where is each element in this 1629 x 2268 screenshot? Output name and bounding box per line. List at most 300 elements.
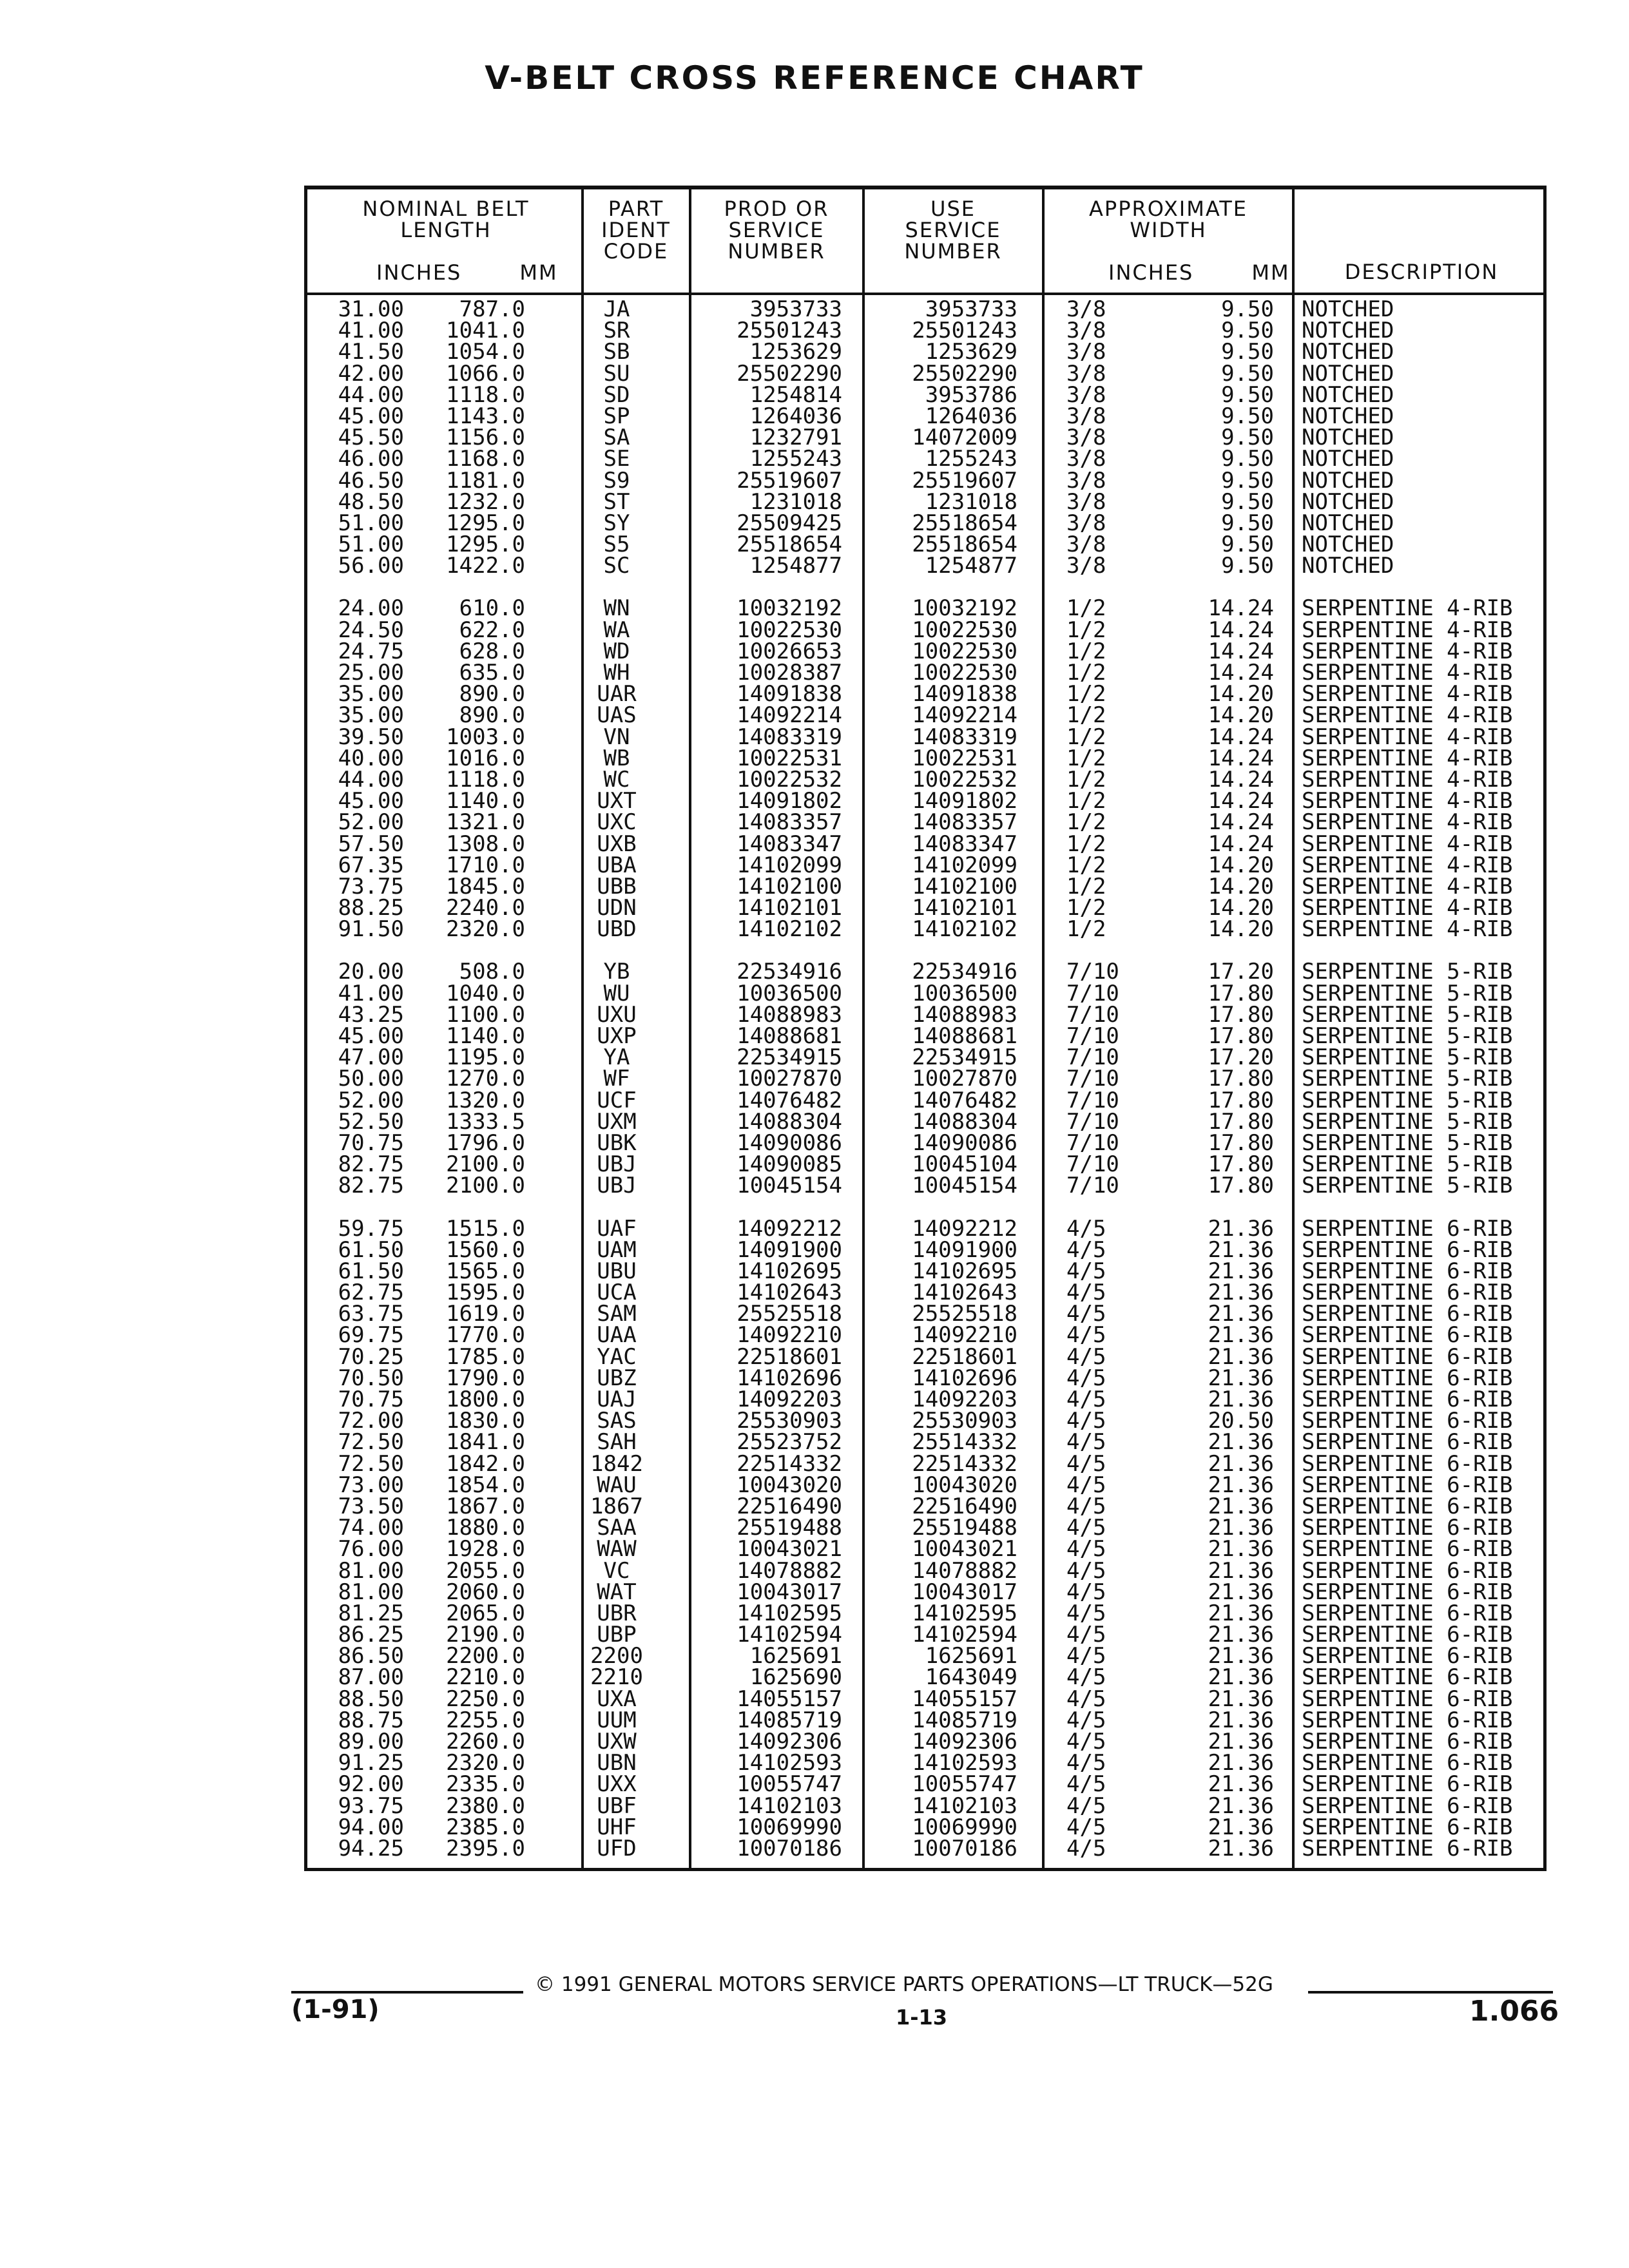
cell-prod-number: 10069990 xyxy=(737,1814,842,1840)
cell-prod-number: 14092306 xyxy=(737,1729,842,1754)
cell-part-code: UHF xyxy=(597,1814,637,1840)
table-row xyxy=(307,595,1543,622)
cell-width-mm: 21.36 xyxy=(1208,1600,1274,1626)
cell-prod-number: 14083357 xyxy=(737,809,842,836)
cell-width-mm: 21.36 xyxy=(1208,1579,1274,1605)
cell-length-mm: 2320.0 xyxy=(446,1750,525,1776)
cell-width-inches: 3/8 xyxy=(1066,339,1106,365)
table-row xyxy=(307,702,1543,729)
cell-length-mm: 1800.0 xyxy=(446,1387,525,1412)
cell-length-mm: 1830.0 xyxy=(446,1408,525,1434)
cell-width-inches: 7/10 xyxy=(1066,1151,1119,1178)
cell-length-mm: 1867.0 xyxy=(446,1493,525,1519)
cell-width-inches: 4/5 xyxy=(1066,1215,1106,1242)
cell-use-number: 14102101 xyxy=(912,895,1017,921)
cell-use-number: 14091802 xyxy=(912,788,1017,814)
cell-width-mm: 21.36 xyxy=(1208,1301,1274,1327)
cell-description: NOTCHED xyxy=(1302,553,1394,579)
cell-prod-number: 10043020 xyxy=(737,1472,842,1498)
cell-prod-number: 25501243 xyxy=(737,318,842,344)
cell-use-number: 10022531 xyxy=(912,745,1017,771)
cell-prod-number: 25525518 xyxy=(737,1301,842,1327)
cell-part-code: SD xyxy=(603,381,630,408)
cell-part-code: SB xyxy=(603,339,630,365)
cell-length-inches: 81.00 xyxy=(338,1579,404,1605)
cell-part-code: UAS xyxy=(597,702,637,729)
cell-part-code: SE xyxy=(603,446,630,472)
cell-description: SERPENTINE 5-RIB xyxy=(1302,959,1513,985)
cell-description: SERPENTINE 6-RIB xyxy=(1302,1814,1513,1840)
cell-use-number: 14092212 xyxy=(912,1215,1017,1242)
table-row xyxy=(307,488,1543,515)
cell-length-mm: 1040.0 xyxy=(446,980,525,1006)
cell-width-inches: 4/5 xyxy=(1066,1493,1106,1519)
cell-length-inches: 52.50 xyxy=(338,1108,404,1135)
cell-width-inches: 1/2 xyxy=(1066,745,1106,771)
cell-length-mm: 1295.0 xyxy=(446,510,525,536)
cell-part-code: WD xyxy=(603,638,630,664)
cell-part-code: UXA xyxy=(597,1686,637,1712)
table-row xyxy=(307,341,1543,363)
cell-width-mm: 21.36 xyxy=(1208,1472,1274,1498)
cell-use-number: 14083347 xyxy=(912,831,1017,857)
cell-description: SERPENTINE 6-RIB xyxy=(1302,1301,1513,1327)
table-row xyxy=(307,1429,1543,1456)
header-nominal-length xyxy=(327,198,565,305)
cell-description: SERPENTINE 4-RIB xyxy=(1302,831,1513,857)
cell-part-code: SY xyxy=(603,510,630,536)
cell-use-number: 1231018 xyxy=(925,488,1017,515)
cell-width-mm: 14.24 xyxy=(1208,638,1274,664)
cell-length-inches: 89.00 xyxy=(338,1729,404,1754)
cell-description: SERPENTINE 6-RIB xyxy=(1302,1600,1513,1626)
cell-length-mm: 1295.0 xyxy=(446,532,525,558)
cell-width-inches: 7/10 xyxy=(1066,1023,1119,1049)
cell-width-inches: 3/8 xyxy=(1066,318,1106,344)
header-use-label: USE SERVICE NUMBER xyxy=(904,197,1002,264)
table-row xyxy=(307,1173,1543,1199)
cell-use-number: 14092214 xyxy=(912,702,1017,729)
header-mm: MM xyxy=(519,260,558,285)
cell-part-code: WC xyxy=(603,766,630,793)
cell-width-mm: 21.36 xyxy=(1208,1280,1274,1306)
table-row xyxy=(307,1814,1543,1840)
cell-use-number: 14072009 xyxy=(912,425,1017,451)
cell-description: NOTCHED xyxy=(1302,446,1394,472)
cell-width-mm: 21.36 xyxy=(1208,1515,1274,1541)
cell-prod-number: 25530903 xyxy=(737,1408,842,1434)
table-row xyxy=(307,1664,1543,1691)
cell-length-inches: 70.75 xyxy=(338,1387,404,1412)
cell-length-inches: 31.00 xyxy=(338,296,404,322)
table-row xyxy=(307,617,1543,643)
cell-description: SERPENTINE 6-RIB xyxy=(1302,1771,1513,1798)
cell-part-code: UBB xyxy=(597,873,637,899)
cell-length-inches: 70.50 xyxy=(338,1365,404,1391)
cell-width-mm: 14.24 xyxy=(1208,831,1274,857)
cell-use-number: 10045154 xyxy=(912,1173,1017,1199)
cell-use-number: 3953733 xyxy=(925,296,1017,322)
cell-part-code: UAJ xyxy=(597,1387,637,1412)
cell-width-mm: 21.36 xyxy=(1208,1792,1274,1819)
cell-length-mm: 1770.0 xyxy=(446,1322,525,1349)
cell-length-inches: 39.50 xyxy=(338,724,404,750)
cell-length-inches: 70.75 xyxy=(338,1129,404,1156)
cell-prod-number: 14092212 xyxy=(737,1215,842,1242)
cell-description: SERPENTINE 5-RIB xyxy=(1302,1151,1513,1178)
cell-description: SERPENTINE 4-RIB xyxy=(1302,660,1513,686)
cell-length-mm: 2055.0 xyxy=(446,1557,525,1584)
header-prod-number xyxy=(692,198,861,262)
cell-length-mm: 1156.0 xyxy=(446,425,525,451)
cell-width-mm: 9.50 xyxy=(1221,553,1274,579)
cell-description: SERPENTINE 6-RIB xyxy=(1302,1536,1513,1562)
cell-width-mm: 21.36 xyxy=(1208,1643,1274,1669)
cell-description: NOTCHED xyxy=(1302,425,1394,451)
cell-description: SERPENTINE 6-RIB xyxy=(1302,1664,1513,1691)
cell-description: SERPENTINE 6-RIB xyxy=(1302,1322,1513,1349)
cell-length-mm: 2065.0 xyxy=(446,1600,525,1626)
cell-prod-number: 10022531 xyxy=(737,745,842,771)
cell-prod-number: 14102594 xyxy=(737,1622,842,1648)
cell-part-code: ST xyxy=(603,488,630,515)
cell-description: SERPENTINE 4-RIB xyxy=(1302,745,1513,771)
cell-width-mm: 14.24 xyxy=(1208,766,1274,793)
cell-length-mm: 2060.0 xyxy=(446,1579,525,1605)
cell-length-mm: 1003.0 xyxy=(446,724,525,750)
cell-width-inches: 1/2 xyxy=(1066,916,1106,943)
cell-length-mm: 628.0 xyxy=(459,638,525,664)
cell-width-inches: 7/10 xyxy=(1066,959,1119,985)
cell-description: SERPENTINE 5-RIB xyxy=(1302,1001,1513,1028)
cell-length-mm: 2335.0 xyxy=(446,1771,525,1798)
table-row xyxy=(307,1322,1543,1349)
cell-length-inches: 45.00 xyxy=(338,403,404,429)
cell-prod-number: 1231018 xyxy=(749,488,842,515)
cell-part-code: UBJ xyxy=(597,1173,637,1199)
cell-use-number: 14102100 xyxy=(912,873,1017,899)
cell-length-inches: 87.00 xyxy=(338,1664,404,1691)
cell-length-mm: 1143.0 xyxy=(446,403,525,429)
cell-description: SERPENTINE 5-RIB xyxy=(1302,1066,1513,1092)
table-row xyxy=(307,852,1543,878)
cell-description: SERPENTINE 6-RIB xyxy=(1302,1515,1513,1541)
table-row xyxy=(307,1557,1543,1584)
cell-prod-number: 14085719 xyxy=(737,1707,842,1733)
cell-length-mm: 635.0 xyxy=(459,660,525,686)
cell-description: NOTCHED xyxy=(1302,360,1394,387)
cell-part-code: SAM xyxy=(597,1301,637,1327)
cell-length-inches: 61.50 xyxy=(338,1236,404,1263)
cell-length-inches: 67.35 xyxy=(338,852,404,878)
cell-length-mm: 1515.0 xyxy=(446,1215,525,1242)
cell-width-inches: 1/2 xyxy=(1066,681,1106,707)
cell-length-inches: 86.25 xyxy=(338,1622,404,1648)
cell-use-number: 10069990 xyxy=(912,1814,1017,1840)
cell-use-number: 25518654 xyxy=(912,510,1017,536)
cell-length-inches: 41.00 xyxy=(338,318,404,344)
cell-length-mm: 890.0 xyxy=(459,702,525,729)
cell-length-mm: 1270.0 xyxy=(446,1066,525,1092)
cell-width-mm: 14.20 xyxy=(1208,895,1274,921)
cell-width-inches: 4/5 xyxy=(1066,1771,1106,1798)
cell-width-inches: 4/5 xyxy=(1066,1258,1106,1284)
cell-width-mm: 9.50 xyxy=(1221,488,1274,515)
cell-use-number: 10022530 xyxy=(912,617,1017,643)
cell-width-mm: 14.24 xyxy=(1208,809,1274,836)
cell-length-inches: 81.00 xyxy=(338,1557,404,1584)
cell-length-inches: 50.00 xyxy=(338,1066,404,1092)
cell-part-code: SP xyxy=(603,403,630,429)
cell-width-mm: 9.50 xyxy=(1221,425,1274,451)
cell-prod-number: 10045154 xyxy=(737,1173,842,1199)
cell-description: SERPENTINE 6-RIB xyxy=(1302,1408,1513,1434)
cell-part-code: WH xyxy=(603,660,630,686)
cell-prod-number: 25519488 xyxy=(737,1515,842,1541)
cell-description: SERPENTINE 6-RIB xyxy=(1302,1579,1513,1605)
cell-length-inches: 48.50 xyxy=(338,488,404,515)
table-row xyxy=(307,1579,1543,1605)
cell-width-mm: 17.80 xyxy=(1208,1173,1274,1199)
cell-width-inches: 4/5 xyxy=(1066,1343,1106,1370)
header-width-inches: INCHES xyxy=(1108,260,1194,285)
cell-description: SERPENTINE 4-RIB xyxy=(1302,766,1513,793)
cell-part-code: SR xyxy=(603,318,630,344)
cell-prod-number: 14102102 xyxy=(737,916,842,943)
cell-part-code: UBA xyxy=(597,852,637,878)
cell-width-inches: 4/5 xyxy=(1066,1450,1106,1477)
cell-part-code: UXP xyxy=(597,1023,637,1049)
cell-length-inches: 42.00 xyxy=(338,360,404,387)
cell-use-number: 10022530 xyxy=(912,638,1017,664)
cell-width-inches: 7/10 xyxy=(1066,980,1119,1006)
cell-use-number: 22518601 xyxy=(912,1343,1017,1370)
cell-description: SERPENTINE 4-RIB xyxy=(1302,788,1513,814)
cell-part-code: UXU xyxy=(597,1001,637,1028)
row-group xyxy=(307,595,1543,943)
cell-prod-number: 22516490 xyxy=(737,1493,842,1519)
cell-width-mm: 17.80 xyxy=(1208,1066,1274,1092)
cell-width-inches: 1/2 xyxy=(1066,702,1106,729)
table-row xyxy=(307,448,1543,470)
cell-length-inches: 25.00 xyxy=(338,660,404,686)
cell-width-mm: 9.50 xyxy=(1221,296,1274,322)
cell-width-inches: 4/5 xyxy=(1066,1236,1106,1263)
cell-use-number: 25501243 xyxy=(912,318,1017,344)
cell-length-mm: 2200.0 xyxy=(446,1643,525,1669)
cell-length-inches: 24.00 xyxy=(338,595,404,622)
cell-description: SERPENTINE 6-RIB xyxy=(1302,1429,1513,1456)
cell-part-code: UUM xyxy=(597,1707,637,1733)
cell-width-inches: 4/5 xyxy=(1066,1408,1106,1434)
cell-width-mm: 21.36 xyxy=(1208,1493,1274,1519)
footer-rule-left xyxy=(291,1991,523,1994)
cell-length-inches: 91.25 xyxy=(338,1750,404,1776)
cell-use-number: 14055157 xyxy=(912,1686,1017,1712)
cell-width-inches: 7/10 xyxy=(1066,1044,1119,1071)
cell-description: SERPENTINE 4-RIB xyxy=(1302,724,1513,750)
cell-prod-number: 10026653 xyxy=(737,638,842,664)
cell-length-inches: 88.50 xyxy=(338,1686,404,1712)
cell-part-code: SAH xyxy=(597,1429,637,1456)
cell-length-mm: 1232.0 xyxy=(446,488,525,515)
cell-part-code: SAS xyxy=(597,1408,637,1434)
cell-length-inches: 59.75 xyxy=(338,1215,404,1242)
cell-length-inches: 92.00 xyxy=(338,1771,404,1798)
table-row xyxy=(307,467,1543,494)
cell-width-inches: 4/5 xyxy=(1066,1557,1106,1584)
cell-width-inches: 4/5 xyxy=(1066,1472,1106,1498)
cell-use-number: 10032192 xyxy=(912,595,1017,622)
cell-length-inches: 43.25 xyxy=(338,1001,404,1028)
cell-width-mm: 21.36 xyxy=(1208,1729,1274,1754)
cell-prod-number: 14083319 xyxy=(737,724,842,750)
cell-length-inches: 93.75 xyxy=(338,1792,404,1819)
cell-width-inches: 3/8 xyxy=(1066,510,1106,536)
cell-prod-number: 3953733 xyxy=(749,296,842,322)
header-approx-label: APPROXIMATE WIDTH xyxy=(1089,197,1248,242)
cell-description: SERPENTINE 4-RIB xyxy=(1302,638,1513,664)
cell-part-code: UBN xyxy=(597,1750,637,1776)
cell-part-code: WN xyxy=(603,595,630,622)
cell-part-code: UBZ xyxy=(597,1365,637,1391)
table-row xyxy=(307,809,1543,836)
cell-width-inches: 3/8 xyxy=(1066,403,1106,429)
cell-length-mm: 1320.0 xyxy=(446,1087,525,1113)
cell-prod-number: 22534915 xyxy=(737,1044,842,1071)
cell-width-mm: 9.50 xyxy=(1221,381,1274,408)
cell-width-inches: 4/5 xyxy=(1066,1664,1106,1691)
cell-width-mm: 20.50 xyxy=(1208,1408,1274,1434)
cell-use-number: 3953786 xyxy=(925,381,1017,408)
cell-description: SERPENTINE 4-RIB xyxy=(1302,681,1513,707)
cell-width-inches: 4/5 xyxy=(1066,1301,1106,1327)
table-row xyxy=(307,1835,1543,1861)
cell-width-mm: 21.36 xyxy=(1208,1750,1274,1776)
cell-prod-number: 14091838 xyxy=(737,681,842,707)
table-row xyxy=(307,980,1543,1006)
cell-width-mm: 17.80 xyxy=(1208,1001,1274,1028)
cell-width-inches: 4/5 xyxy=(1066,1387,1106,1412)
cell-description: SERPENTINE 4-RIB xyxy=(1302,895,1513,921)
cell-width-inches: 1/2 xyxy=(1066,895,1106,921)
cell-width-mm: 17.80 xyxy=(1208,1023,1274,1049)
cell-width-mm: 21.36 xyxy=(1208,1686,1274,1712)
cell-prod-number: 10022530 xyxy=(737,617,842,643)
cell-use-number: 14102696 xyxy=(912,1365,1017,1391)
cell-length-mm: 1796.0 xyxy=(446,1129,525,1156)
cell-description: SERPENTINE 6-RIB xyxy=(1302,1472,1513,1498)
cell-use-number: 14088681 xyxy=(912,1023,1017,1049)
cell-width-mm: 21.36 xyxy=(1208,1814,1274,1840)
cell-length-inches: 57.50 xyxy=(338,831,404,857)
cell-description: SERPENTINE 6-RIB xyxy=(1302,1387,1513,1412)
cell-width-mm: 21.36 xyxy=(1208,1771,1274,1798)
cell-description: SERPENTINE 4-RIB xyxy=(1302,852,1513,878)
cell-width-mm: 17.80 xyxy=(1208,1151,1274,1178)
table-row xyxy=(307,961,1543,983)
table-row xyxy=(307,724,1543,750)
cell-width-inches: 3/8 xyxy=(1066,446,1106,472)
cell-part-code: UBJ xyxy=(597,1151,637,1178)
cell-use-number: 10070186 xyxy=(912,1835,1017,1861)
cell-width-inches: 4/5 xyxy=(1066,1729,1106,1754)
table-row xyxy=(307,1771,1543,1798)
cell-description: SERPENTINE 6-RIB xyxy=(1302,1365,1513,1391)
cross-reference-table xyxy=(304,186,1547,1871)
cell-length-mm: 2100.0 xyxy=(446,1151,525,1178)
cell-width-inches: 3/8 xyxy=(1066,381,1106,408)
cell-prod-number: 25518654 xyxy=(737,532,842,558)
cell-width-inches: 3/8 xyxy=(1066,296,1106,322)
cell-description: NOTCHED xyxy=(1302,381,1394,408)
cell-length-inches: 82.75 xyxy=(338,1151,404,1178)
header-prod-label: PROD OR SERVICE NUMBER xyxy=(724,197,829,264)
cell-part-code: 1842 xyxy=(590,1450,643,1477)
cell-prod-number: 14078882 xyxy=(737,1557,842,1584)
cell-part-code: 2200 xyxy=(590,1643,643,1669)
cell-width-mm: 21.36 xyxy=(1208,1664,1274,1691)
cell-length-inches: 56.00 xyxy=(338,553,404,579)
cell-description: SERPENTINE 5-RIB xyxy=(1302,1087,1513,1113)
cell-length-mm: 890.0 xyxy=(459,681,525,707)
table-row xyxy=(307,916,1543,943)
cell-length-inches: 52.00 xyxy=(338,809,404,836)
cell-length-mm: 2395.0 xyxy=(446,1835,525,1861)
cell-width-mm: 21.36 xyxy=(1208,1429,1274,1456)
cell-part-code: UXB xyxy=(597,831,637,857)
cell-width-inches: 3/8 xyxy=(1066,553,1106,579)
cell-width-inches: 1/2 xyxy=(1066,788,1106,814)
cell-part-code: YAC xyxy=(597,1343,637,1370)
cell-prod-number: 14102100 xyxy=(737,873,842,899)
cell-prod-number: 14092203 xyxy=(737,1387,842,1412)
cell-description: SERPENTINE 6-RIB xyxy=(1302,1835,1513,1861)
cell-length-mm: 1785.0 xyxy=(446,1343,525,1370)
cell-part-code: YA xyxy=(603,1044,630,1071)
cell-width-inches: 7/10 xyxy=(1066,1129,1119,1156)
cell-use-number: 14083319 xyxy=(912,724,1017,750)
cell-description: SERPENTINE 6-RIB xyxy=(1302,1792,1513,1819)
cell-length-inches: 45.00 xyxy=(338,788,404,814)
cell-length-mm: 1118.0 xyxy=(446,766,525,793)
cell-length-inches: 94.25 xyxy=(338,1835,404,1861)
cell-description: NOTCHED xyxy=(1302,318,1394,344)
cell-part-code: UXW xyxy=(597,1729,637,1754)
cell-description: SERPENTINE 4-RIB xyxy=(1302,916,1513,943)
cell-prod-number: 10036500 xyxy=(737,980,842,1006)
cell-width-mm: 21.36 xyxy=(1208,1387,1274,1412)
cell-part-code: SU xyxy=(603,360,630,387)
cell-use-number: 14092210 xyxy=(912,1322,1017,1349)
cell-width-mm: 14.24 xyxy=(1208,595,1274,622)
cell-width-inches: 4/5 xyxy=(1066,1643,1106,1669)
cell-part-code: UXX xyxy=(597,1771,637,1798)
cell-prod-number: 14076482 xyxy=(737,1087,842,1113)
cell-use-number: 1643049 xyxy=(925,1664,1017,1691)
table-row xyxy=(307,381,1543,408)
cell-length-inches: 44.00 xyxy=(338,766,404,793)
row-group xyxy=(307,296,1543,579)
cell-use-number: 10027870 xyxy=(912,1066,1017,1092)
header-part-label: PART IDENT CODE xyxy=(601,197,671,264)
cell-length-inches: 82.75 xyxy=(338,1173,404,1199)
cell-length-inches: 45.00 xyxy=(338,1023,404,1049)
cell-use-number: 14102643 xyxy=(912,1280,1017,1306)
cell-part-code: WF xyxy=(603,1066,630,1092)
cell-length-mm: 2260.0 xyxy=(446,1729,525,1754)
cell-length-mm: 610.0 xyxy=(459,595,525,622)
